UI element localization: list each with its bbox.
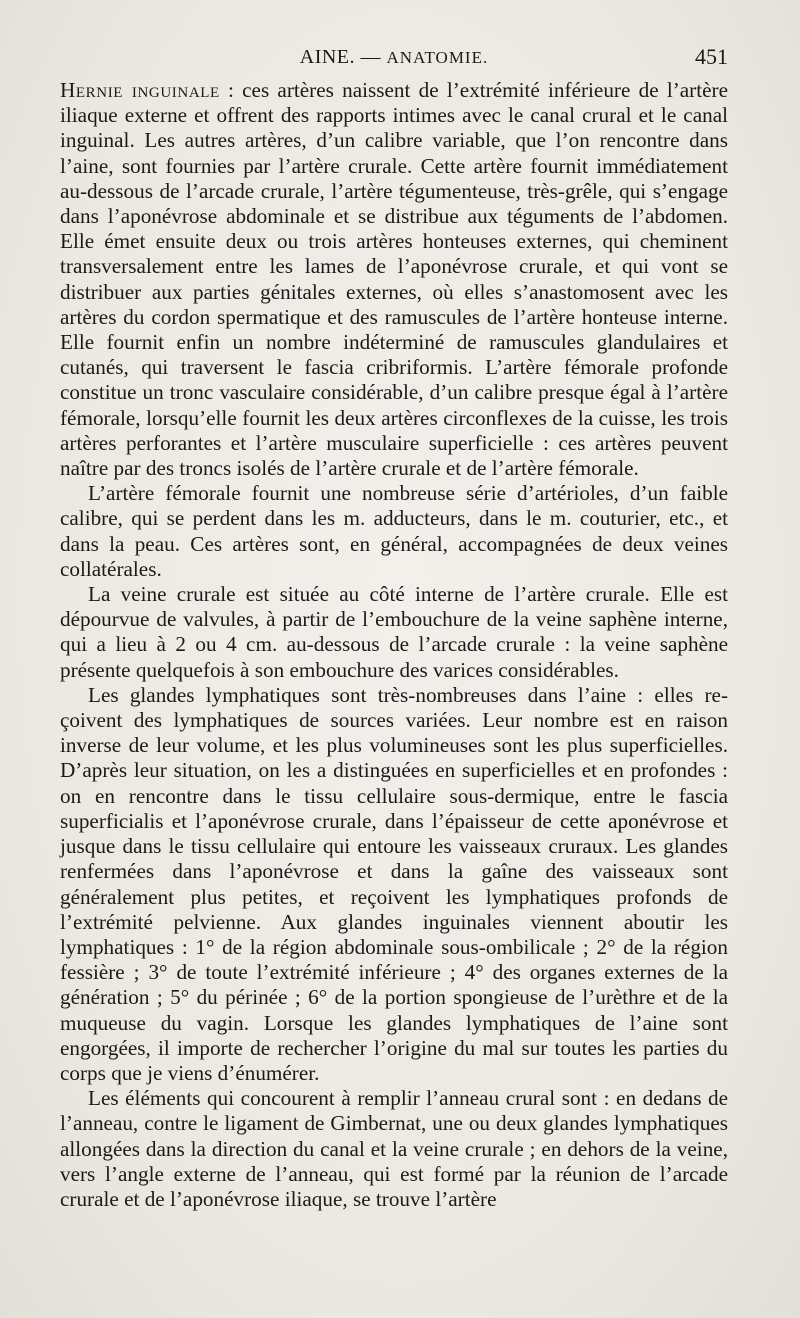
running-head-title <box>60 46 728 69</box>
page-number: 451 <box>695 44 728 69</box>
title-separator: — <box>360 46 382 68</box>
paragraph-lead-term: Hernie inguinale <box>60 78 220 102</box>
paragraph-glandes-lymphatiques: Les glandes lymphatiques sont très-nombreuses dans l’aine : elles reçoivent des lymphatiques de sources variées. Leur nombre est en raison inverse de leur volume, et les plus volumineuses sont les plus superficielles. D’après leur situation, on les a distinguées en superficielles et en profondes : on en rencontre dans le tissu cellulaire sous-dermique, entre le fascia superficialis et l’aponévrose crurale, dans l’épaisseur de cette aponévrose et jusque dans le tissu cellulaire qui entoure les vaisseaux cruraux. Les glandes renfermées dans l’aponévrose et dans la gaîne des vaisseaux sont généralement plus petites, et reçoivent les lymphatiques profonds de l’extrémité pelvienne. Aux glandes inguinales viennent aboutir les lymphatiques : 1° de la région abdominale sous-ombilicale ; 2° de la région fessière ; 3° de toute l’extrémité inférieure ; 4° des organes externes de la génération ; 5° du périnée ; 6° de la portion spongieuse de l’urèthre et de la muqueuse du vagin. Lorsque les glandes lymphatiques de l’aine sont engorgées, il importe de rechercher l’origine du mal sur toutes les parties du corps que je viens d’énumérer. <box>60 682 728 1085</box>
paragraph-hernie-inguinale <box>60 78 728 481</box>
body-text <box>60 78 728 1212</box>
running-head <box>60 42 728 76</box>
paragraph-text: : ces artères naissent de l’extrémité inférieure de l’artère iliaque externe et offrent des rapports intimes avec le canal crural et le canal inguinal. Les autres artères, d’un calibre variable, que l’on rencontre dans l’aine, sont fournies par l’artère crurale. Cette artère fournit immédiatement au-dessous de l’arcade crurale, l’artère tégumenteuse, très-grêle, qui s’engage dans l’aponévrose abdominale et se distribue aux téguments de l’abdomen. Elle émet ensuite deux ou trois artères honteuses externes, qui cheminent transversalement entre les lames de l’aponévrose crurale, et qui vont se distribuer aux parties génitales externes, où elles s’anastomosent avec les artères du cordon spermatique et des ramuscules de l’artère honteuse interne. Elle fournit enfin un nombre indéterminé de ramuscules glandulaires et cutanés, qui traversent le fascia cribriformis. L’artère fémorale profonde constitue un tronc vasculaire considérable, d’un calibre presque égal à l’artère fémorale, lorsqu’elle fournit les deux artères circonflexes de la cuisse, les trois artères perforantes et l’artère musculaire superficielle : ces artères peuvent naître par des troncs isolés de l’artère crurale et de l’artère fémorale. <box>60 78 728 481</box>
paragraph-veine-crurale: La veine crurale est située au côté interne de l’artère crurale. Elle est dépourvue de valvules, à partir de l’embouchure de la veine saphène interne, qui a lieu à 2 ou 4 cm. au-dessous de l’arcade crurale : la veine saphène présente quelquefois à son embouchure des varices considérables. <box>60 582 728 682</box>
chapter-title: AINE. <box>299 46 356 68</box>
paragraph-arterioles: L’artère fémorale fournit une nombreuse série d’artérioles, d’un faible calibre, qui se perdent dans les m. adducteurs, dans le m. couturier, etc., et dans la peau. Ces artères sont, en général, accompagnées de deux veines collatérales. <box>60 481 728 581</box>
paragraph-anneau-crural: Les éléments qui concourent à remplir l’anneau crural sont : en dedans de l’anneau, contre le ligament de Gimbernat, une ou deux glandes lymphatiques allongées dans la direction du canal et la veine crurale ; en dehors de la veine, vers l’angle externe de l’anneau, qui est formé par la réunion de l’arcade crurale et de l’aponévrose iliaque, se trouve l’artère <box>60 1086 728 1211</box>
section-title: ANATOMIE. <box>386 48 489 67</box>
